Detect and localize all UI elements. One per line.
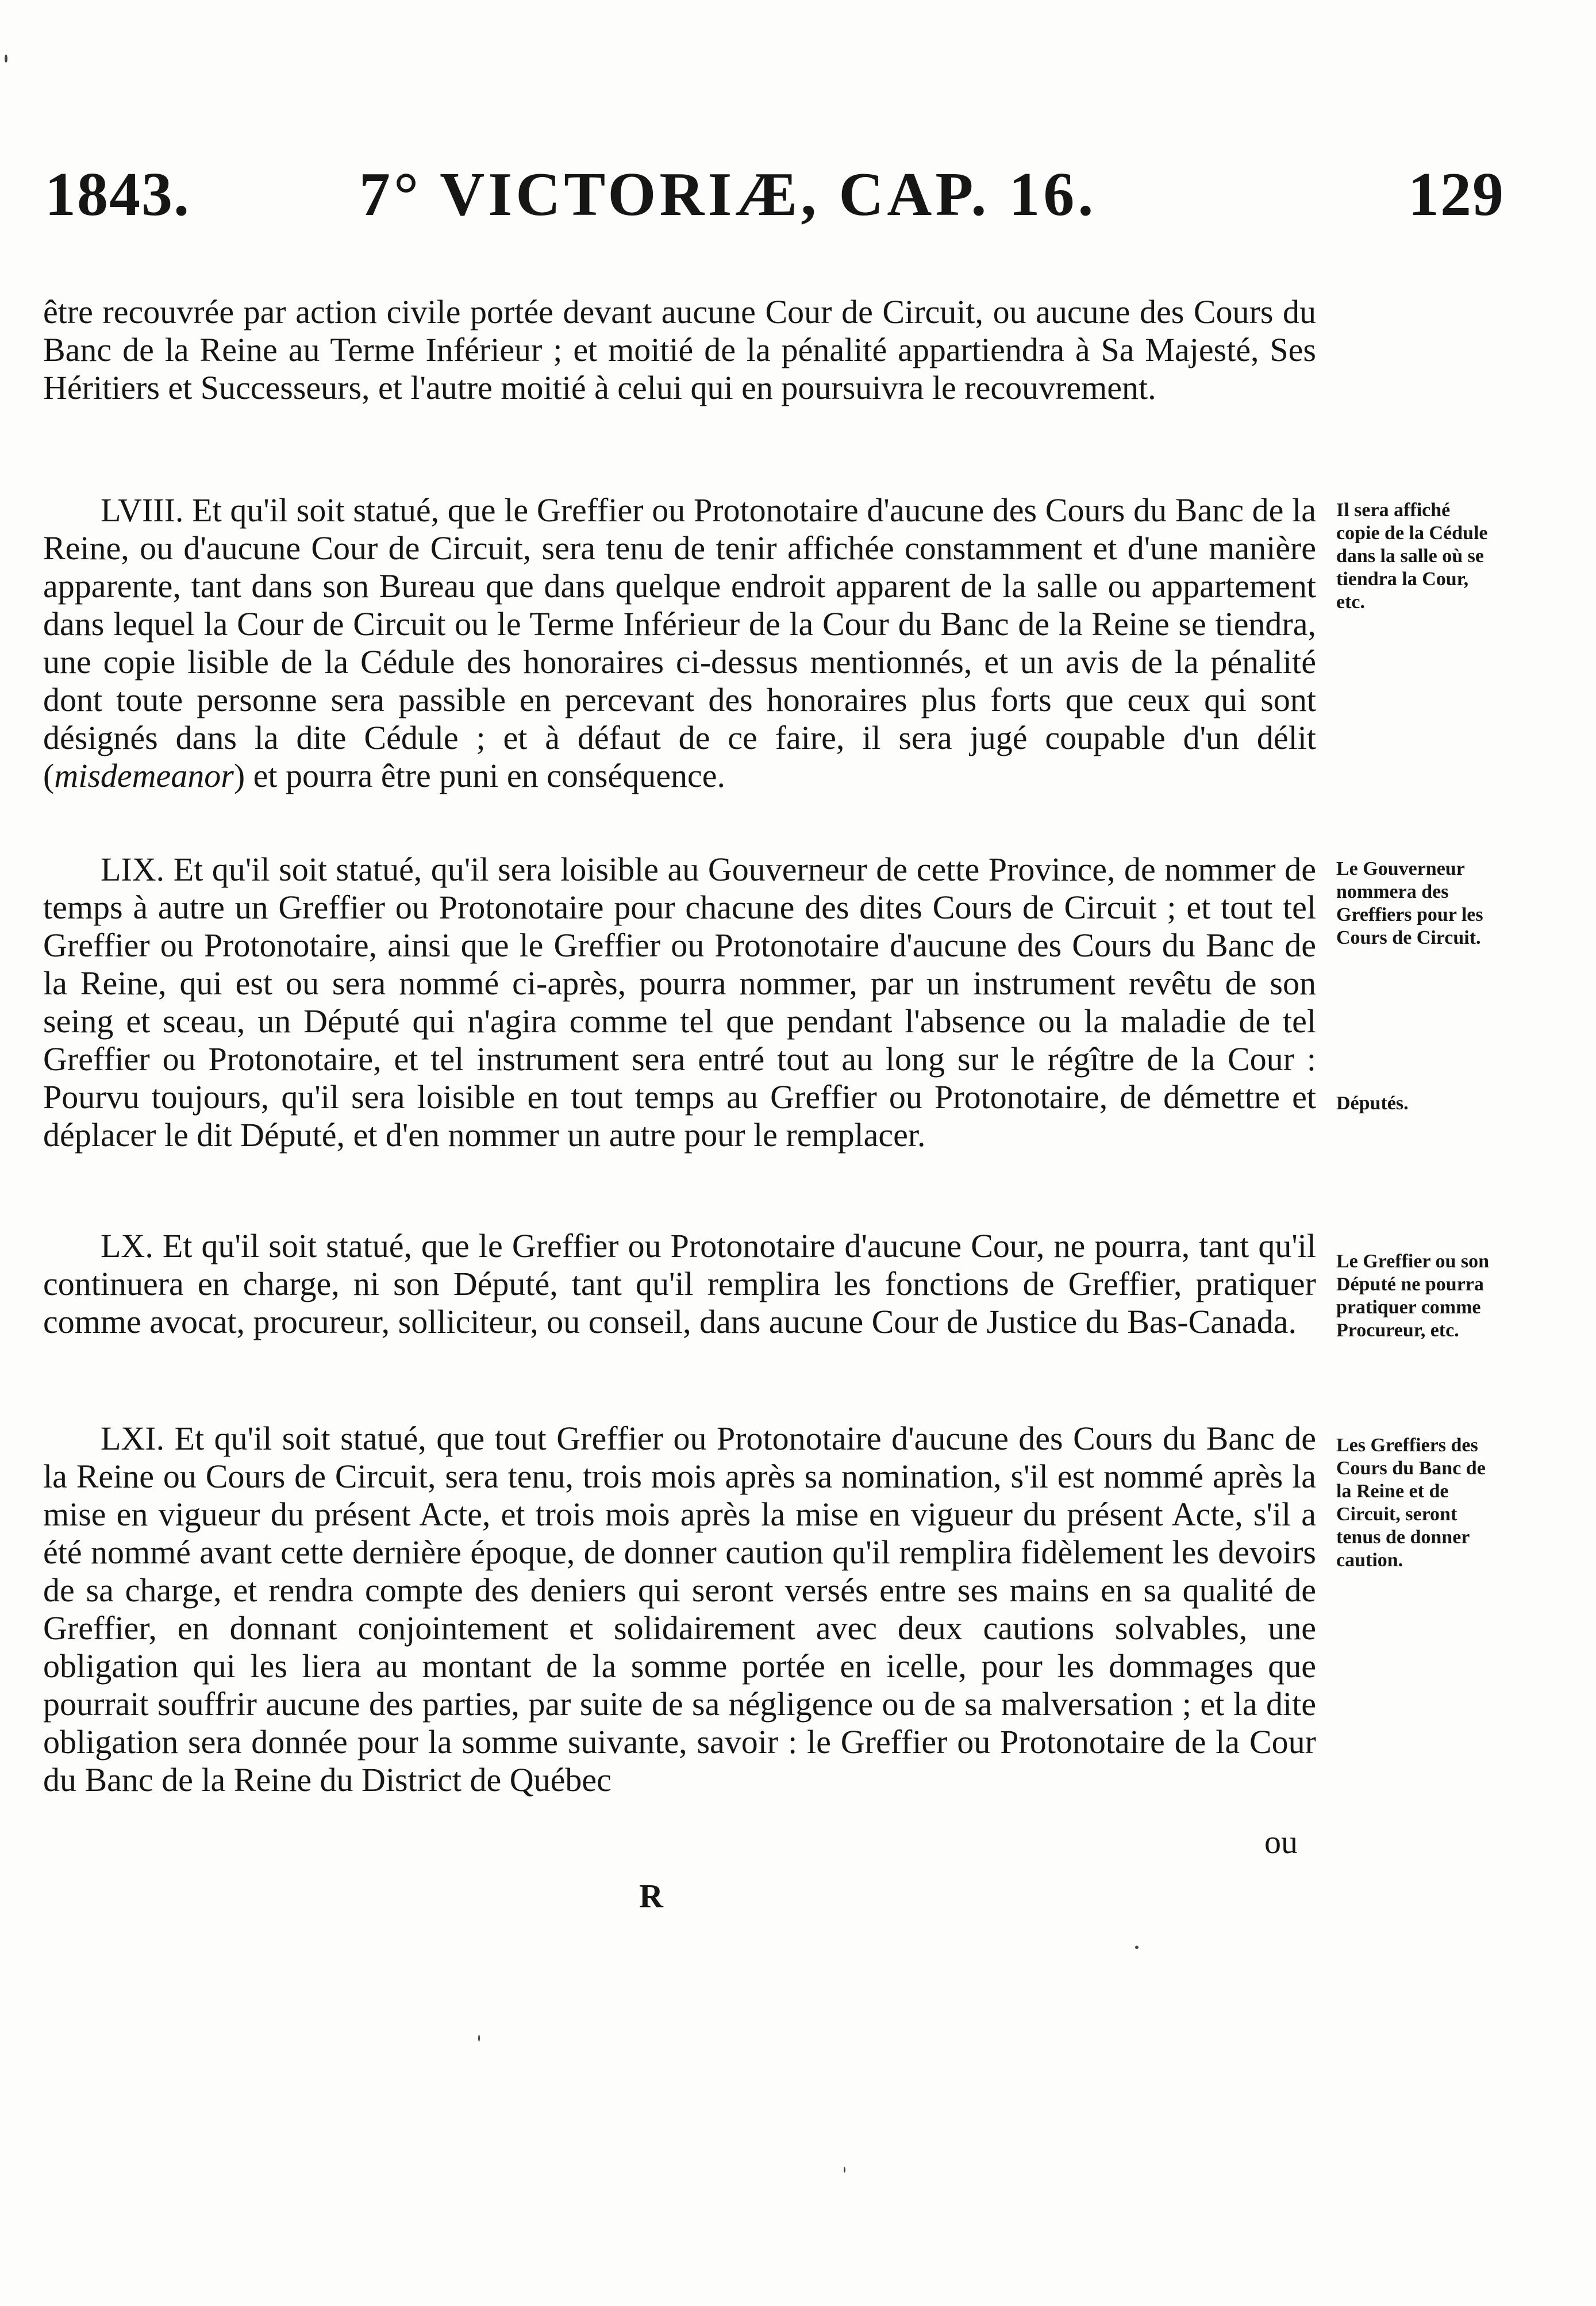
section-60: [43, 1227, 1316, 1341]
section-number: LX.: [101, 1227, 153, 1265]
speck: [844, 2167, 845, 2173]
section-text: Et qu'il soit statué, qu'il sera loisible au Gouverneur de cette Province, de nommer de temps à autre un Greffier ou Protonotaire pour chacune des dites Cours de Circuit ; et tout tel Greffier ou Protonotaire, ainsi que le Greffier ou Protonotaire d'aucune des Cours du Banc de la Reine, qui est ou sera nommé ci-après, pourra nommer, par un instrument revêtu de son seing et sceau, un Député qui n'agira comme tel que pendant l'absence ou la maladie de tel Greffier ou Protonotaire, et tel instrument sera entré tout au long sur le régître de la Cour : Pourvu toujours, qu'il sera loisible en tout temps au Greffier ou Protonotaire, de démettre et déplacer le dit Député, et d'en nommer un autre pour le remplacer.: [43, 851, 1316, 1154]
section-text-before: Et qu'il soit statué, que le Greffier ou Protonotaire d'aucune des Cours du Banc de la Reine, ou d'aucune Cour de Circuit, sera tenu de tenir affichée constamment et d'une manière apparente, tant dans son Bureau que dans quelque endroit apparent de la salle ou appartement dans lequel la Cour de Circuit ou le Terme Inférieur de la Cour du Banc de la Reine se tiendra, une copie lisible de la Cédule des honoraires ci-dessus mentionnés, et un avis de la pénalité dont toute personne sera passible en percevant des honoraires plus forts que ceux qui sont désignés dans la dite Cédule ; et à défaut de ce faire, il sera jugé coupable d'un délit (: [43, 491, 1316, 794]
catchword: ou: [1264, 1823, 1298, 1861]
signature-mark: R: [639, 1877, 663, 1915]
paragraph-text: être recouvrée par action civile portée devant aucune Cour de Circuit, ou aucune des Cours du Banc de la Reine au Terme Inférieur ; et moitié de la pénalité appartiendra à Sa Majesté, Ses Héritiers et Successeurs, et l'autre moitié à celui qui en poursuivra le recouvrement.: [43, 293, 1316, 406]
section-text-italic: misdemeanor: [54, 757, 234, 794]
marginal-note-60: Le Greffier ou son Député ne pourra pratiquer comme Procureur, etc.: [1336, 1251, 1489, 1341]
section-number: LXI.: [101, 1420, 165, 1457]
header-title: 7° VICTORIÆ, CAP. 16.: [359, 160, 1097, 229]
section-number: LVIII.: [101, 491, 184, 529]
paragraph-continuation: [43, 293, 1316, 407]
section-59: [43, 851, 1316, 1154]
speck: [1135, 1946, 1139, 1949]
section-58: [43, 491, 1316, 795]
marginal-note-59-a: Le Gouverneur nommera des Greffiers pour les Cours de Circuit.: [1336, 858, 1483, 948]
section-text: Et qu'il soit statué, que le Greffier ou Protonotaire d'aucune Cour, ne pourra, tant qu'il continuera en charge, ni son Député, tant qu'il remplira les fonctions de Greffier, pratiquer comme avocat, procureur, solliciteur, ou conseil, dans aucune Cour de Justice du Bas-Canada.: [43, 1227, 1317, 1340]
section-text-after: ) et pourra être puni en conséquence.: [233, 757, 725, 794]
marginal-note-59-b: Députés.: [1336, 1093, 1409, 1114]
section-61: [43, 1420, 1316, 1799]
section-text: Et qu'il soit statué, que tout Greffier ou Protonotaire d'aucune des Cours du Banc de la Reine ou Cours de Circuit, sera tenu, trois mois après sa nomination, s'il est nommé après la mise en vigueur du présent Acte, et trois mois après la mise en vigueur du présent Acte, s'il a été nommé avant cette dernière époque, de donner caution qu'il remplira fidèlement les devoirs de sa charge, et rendra compte des deniers qui seront versés entre ses mains en sa qualité de Greffier, en donnant conjointement et solidairement avec deux cautions solvables, une obligation qui les liera au montant de la somme portée en icelle, pour les dommages que pourrait souffrir aucune des parties, par suite de sa négligence ou de sa malversation ; et la dite obligation sera donnée pour la somme suivante, savoir : le Greffier ou Protonotaire de la Cour du Banc de la Reine du District de Québec: [43, 1420, 1317, 1798]
marginal-note-61: Les Greffiers des Cours du Banc de la Reine et de Circuit, seront tenus de donner caution.: [1336, 1435, 1486, 1571]
speck: [5, 55, 7, 63]
section-number: LIX.: [101, 851, 165, 888]
header-year: 1843.: [45, 160, 190, 229]
page-number: 129: [1408, 160, 1505, 229]
marginal-note-58: Il sera affiché copie de la Cédule dans la salle où se tiendra la Cour, etc.: [1336, 499, 1488, 613]
speck: [478, 2035, 480, 2042]
